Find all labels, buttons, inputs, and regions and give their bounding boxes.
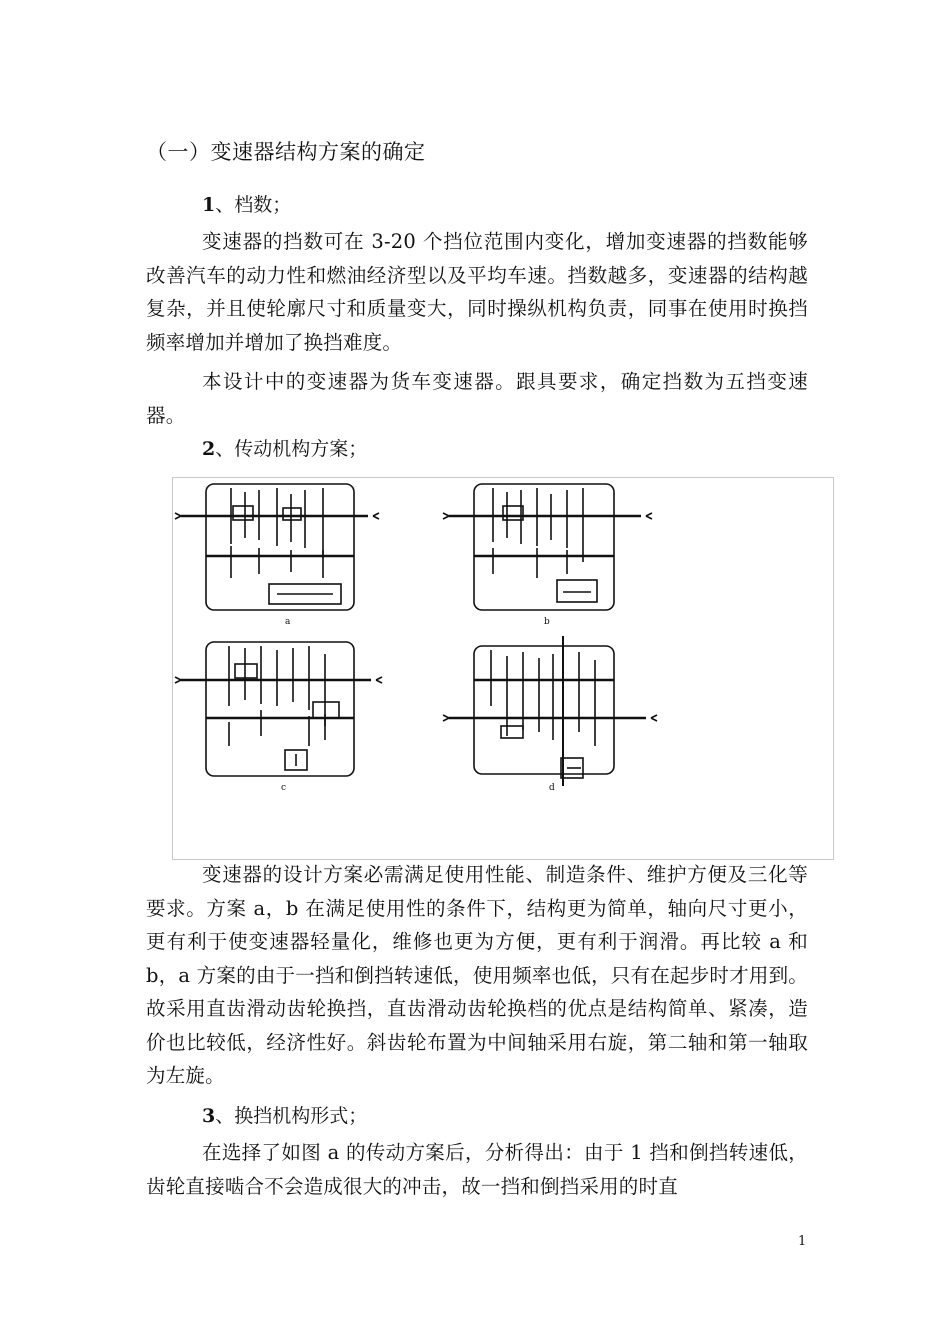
scheme-a <box>175 484 379 610</box>
paragraph-scheme-comparison: 变速器的设计方案必需满足使用性能、制造条件、维护方便及三化等要求。方案 a，b 在满足使用性的条件下，结构更为简单，轴向尺寸更小，更有利于使变速器轻量化，维修也更为方便，更有利于润滑。再比较 a 和 b，a 方案的由于一挡和倒挡转速低，使用频率也低，只有在起步时才用到。故采用直齿滑动齿轮换挡，直齿滑动齿轮换档的优点是结构简单、紧凑，造价也比较低，经济性好。斜齿轮布置为中间轴采用右旋，第二轴和第一轴取为左旋。 <box>146 863 808 1087</box>
transmission-schemes-figure <box>172 477 834 860</box>
figure-label-b: b <box>544 617 550 627</box>
scheme-b <box>443 484 652 610</box>
subsection-number: 2 <box>202 438 216 460</box>
scheme-c <box>175 642 382 776</box>
figure-label-c: c <box>281 783 287 793</box>
subsection-2-heading <box>202 434 367 464</box>
scheme-d <box>443 636 657 786</box>
paragraph-design-choice: 本设计中的变速器为货车变速器。跟具要求，确定挡数为五挡变速器。 <box>146 370 808 427</box>
paragraph-gear-count: 变速器的挡数可在 3-20 个挡位范围内变化，增加变速器的挡数能够改善汽车的动力性和燃油经济型以及平均车速。挡数越多，变速器的结构越复杂，并且使轮廓尺寸和质量变大，同时操纵机构负责，同事在使用时换挡频率增加并增加了换挡难度。 <box>146 230 808 354</box>
paragraph-shift-mechanism: 在选择了如图 a 的传动方案后，分析得出：由于 1 挡和倒挡转速低，齿轮直接啮合不会造成很大的冲击，故一挡和倒挡采用的时直 <box>146 1141 808 1198</box>
subsection-label: 、传动机构方案； <box>215 438 368 460</box>
subsection-number: 3 <box>202 1105 216 1127</box>
figure-label-a: a <box>285 617 291 627</box>
subsection-3-heading <box>202 1101 367 1131</box>
section-heading: （一）变速器结构方案的确定 <box>146 140 426 164</box>
transmission-diagram <box>173 478 835 861</box>
subsection-label: 、换挡机构形式； <box>215 1105 368 1127</box>
subsection-1-heading <box>202 190 291 220</box>
figure-label-d: d <box>549 783 555 793</box>
subsection-number: 1 <box>202 194 216 216</box>
subsection-label: 、档数； <box>215 194 292 216</box>
page-number: 1 <box>798 1234 807 1249</box>
